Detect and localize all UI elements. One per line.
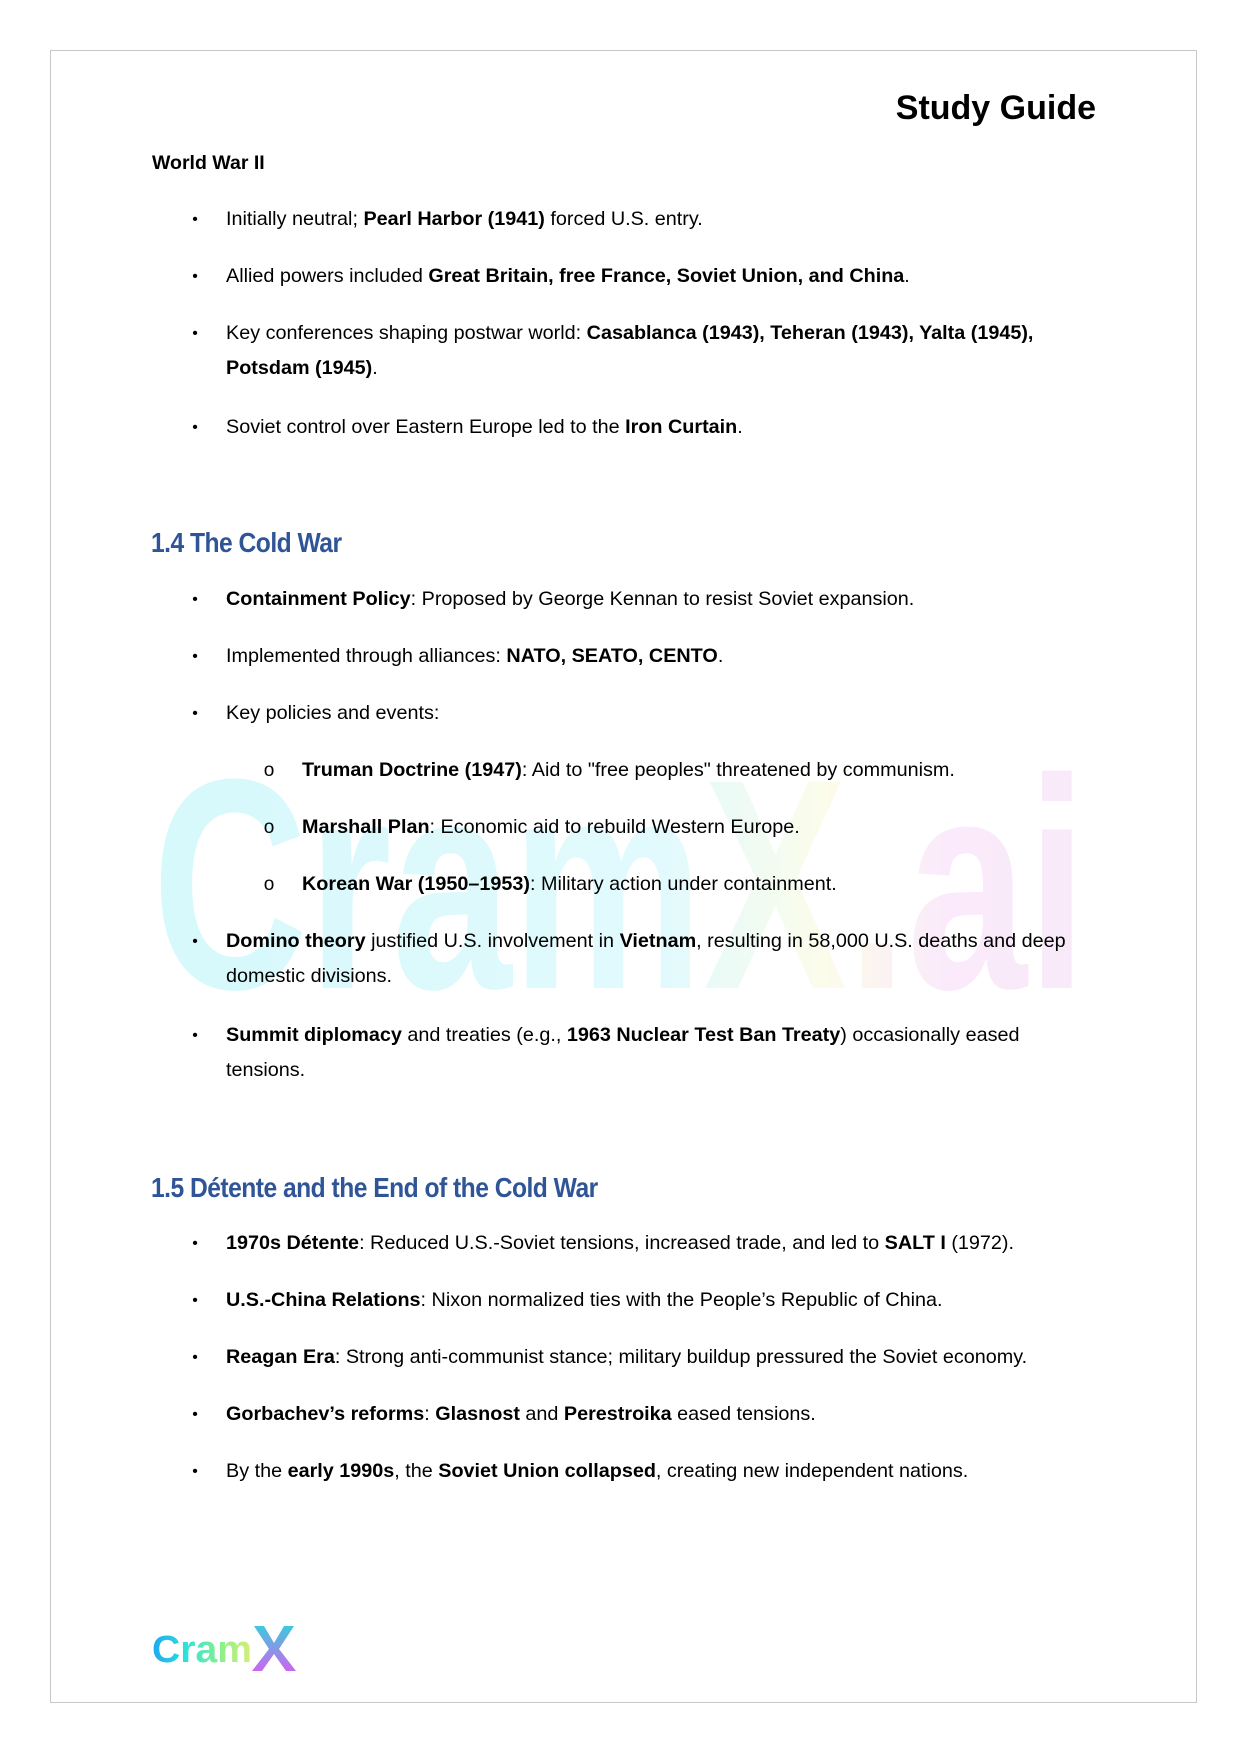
list-item-text: Summit diplomacy and treaties (e.g., 1963 Nuclear Test Ban Treaty) occasionally eased tensions.	[226, 1024, 1020, 1081]
bullet-icon: •	[192, 591, 198, 608]
document-title: Study Guide	[895, 89, 1096, 127]
bullet-icon: •	[192, 1235, 198, 1252]
bullet-icon: •	[192, 1463, 198, 1480]
sub-bullet-icon: o	[263, 817, 275, 838]
list-item-text: Key conferences shaping postwar world: Casablanca (1943), Teheran (1943), Yalta (1945), Potsdam (1945).	[226, 322, 1034, 379]
list-item-text: Gorbachev’s reforms: Glasnost and Perestroika eased tensions.	[226, 1403, 816, 1425]
bullet-icon: •	[192, 1349, 198, 1366]
svg-text:Cram: Cram	[152, 1629, 252, 1671]
list-item-text: U.S.-China Relations: Nixon normalized ties with the People’s Republic of China.	[226, 1289, 943, 1311]
list-item-text: Marshall Plan: Economic aid to rebuild Western Europe.	[302, 816, 800, 838]
list-item-text: Korean War (1950–1953): Military action under containment.	[302, 873, 837, 895]
svg-text:CramX.ai: CramX.ai	[152, 760, 1087, 1010]
list-item-text: Truman Doctrine (1947): Aid to "free peoples" threatened by communism.	[302, 759, 955, 781]
list-item-text: Domino theory justified U.S. involvement in Vietnam, resulting in 58,000 U.S. deaths and deep domestic divisions.	[226, 930, 1066, 987]
list-item-text: Key policies and events:	[226, 702, 440, 724]
bullet-icon: •	[192, 268, 198, 285]
bullet-icon: •	[192, 1292, 198, 1309]
sub-bullet-icon: o	[263, 874, 275, 895]
sub-bullet-icon: o	[263, 760, 275, 781]
bullet-icon: •	[192, 705, 198, 722]
bullet-icon: •	[192, 648, 198, 665]
list-item-text: Implemented through alliances: NATO, SEATO, CENTO.	[226, 645, 724, 667]
list-item-text: Allied powers included Great Britain, free France, Soviet Union, and China.	[226, 265, 910, 287]
section-heading-detente: 1.5 Détente and the End of the Cold War	[151, 1172, 598, 1203]
bullet-icon: •	[192, 1406, 198, 1423]
bullet-icon: •	[192, 419, 198, 436]
list-item-text: By the early 1990s, the Soviet Union collapsed, creating new independent nations.	[226, 1460, 969, 1482]
list-item-text: Containment Policy: Proposed by George Kennan to resist Soviet expansion.	[226, 588, 915, 610]
section-heading-cold-war: 1.4 The Cold War	[151, 527, 342, 558]
bullet-icon: •	[192, 933, 198, 950]
bullet-icon: •	[192, 1027, 198, 1044]
list-item-text: Reagan Era: Strong anti-communist stance; military buildup pressured the Soviet economy.	[226, 1346, 1028, 1368]
list-item-text: Soviet control over Eastern Europe led to the Iron Curtain.	[226, 416, 743, 438]
subheading-world-war-ii: World War II	[152, 152, 265, 174]
bullet-icon: •	[192, 211, 198, 228]
bullet-icon: •	[192, 325, 198, 342]
list-item-text: Initially neutral; Pearl Harbor (1941) forced U.S. entry.	[226, 208, 703, 230]
list-item-text: 1970s Détente: Reduced U.S.-Soviet tensions, increased trade, and led to SALT I (1972).	[226, 1232, 1015, 1254]
cramx-logo-icon	[150, 1622, 300, 1672]
